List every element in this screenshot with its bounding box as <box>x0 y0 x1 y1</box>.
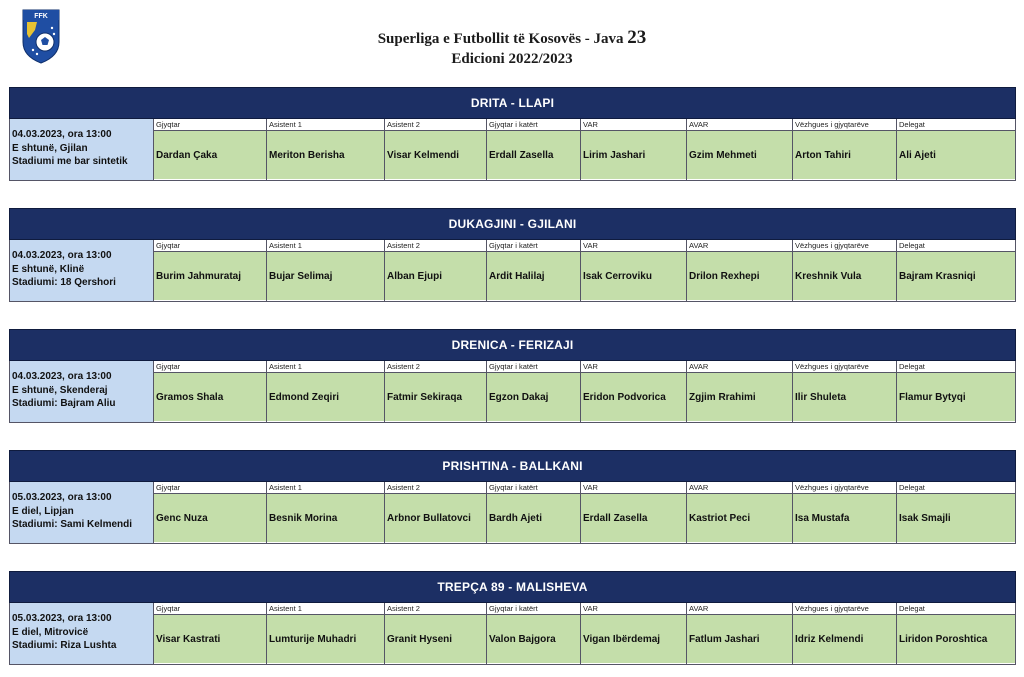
official-name: Burim Jahmurataj <box>154 252 266 300</box>
official-cell <box>267 119 385 180</box>
match-body <box>9 482 1016 544</box>
role-label: VAR <box>581 119 686 131</box>
role-label: Vëzhgues i gjyqtarëve <box>793 119 896 131</box>
official-name: Besnik Morina <box>267 494 384 542</box>
official-cell <box>487 482 581 543</box>
role-label: Gjyqtar <box>154 361 266 373</box>
official-name: Drilon Rexhepi <box>687 252 792 300</box>
official-name: Egzon Dakaj <box>487 373 580 421</box>
page-title <box>300 28 724 49</box>
official-cell <box>385 119 487 180</box>
official-cell <box>793 119 897 180</box>
official-cell <box>687 603 793 664</box>
match-place: E shtunë, Klinë <box>12 263 85 275</box>
role-label: Gjyqtar <box>154 482 266 494</box>
match-place: E diel, Mitrovicë <box>12 626 89 638</box>
official-name: Arton Tahiri <box>793 131 896 179</box>
official-cell <box>793 482 897 543</box>
role-label: Delegat <box>897 119 1015 131</box>
official-cell <box>687 240 793 301</box>
official-cell <box>154 482 267 543</box>
official-cell <box>267 482 385 543</box>
official-name: Kastriot Peci <box>687 494 792 542</box>
official-name: Fatlum Jashari <box>687 615 792 663</box>
match-block <box>9 329 1016 425</box>
match-stadium: Stadiumi: Sami Kelmendi <box>12 519 133 530</box>
official-cell <box>793 240 897 301</box>
match-block <box>9 450 1016 546</box>
official-cell <box>687 119 793 180</box>
role-label: VAR <box>581 603 686 615</box>
official-cell <box>385 482 487 543</box>
official-name: Dardan Çaka <box>154 131 266 179</box>
role-label: Gjyqtar <box>154 119 266 131</box>
match-title: DUKAGJINI - GJILANI <box>9 208 1016 240</box>
role-label: Gjyqtar i katërt <box>487 482 580 494</box>
role-label: AVAR <box>687 240 792 252</box>
official-name: Bajram Krasniqi <box>897 252 1015 300</box>
official-name: Bardh Ajeti <box>487 494 580 542</box>
match-title: PRISHTINA - BALLKANI <box>9 450 1016 482</box>
official-cell <box>267 603 385 664</box>
officials-row <box>154 361 1015 422</box>
official-cell <box>793 361 897 422</box>
official-cell <box>154 603 267 664</box>
role-label: Delegat <box>897 482 1015 494</box>
official-cell <box>897 361 1015 422</box>
officials-row <box>154 603 1015 664</box>
role-label: Vëzhgues i gjyqtarëve <box>793 603 896 615</box>
official-name: Eridon Podvorica <box>581 373 686 421</box>
official-name: Granit Hyseni <box>385 615 486 663</box>
week-number: 23 <box>627 27 647 48</box>
official-name: Ardit Halilaj <box>487 252 580 300</box>
match-date: 04.03.2023, ora 13:00 <box>12 250 112 261</box>
official-name: Fatmir Sekiraqa <box>385 373 486 421</box>
match-body <box>9 119 1016 181</box>
officials-row <box>154 119 1015 180</box>
official-name: Lirim Jashari <box>581 131 686 179</box>
match-body <box>9 361 1016 423</box>
official-name: Kreshnik Vula <box>793 252 896 300</box>
official-cell <box>487 240 581 301</box>
official-cell <box>154 361 267 422</box>
role-label: Asistent 1 <box>267 119 384 131</box>
role-label: Gjyqtar <box>154 240 266 252</box>
role-label: Asistent 1 <box>267 482 384 494</box>
edition-subtitle: Edicioni 2022/2023 <box>451 51 573 67</box>
match-info <box>10 240 154 301</box>
match-date: 05.03.2023, ora 13:00 <box>12 492 112 503</box>
official-name: Ilir Shuleta <box>793 373 896 421</box>
official-cell <box>487 361 581 422</box>
official-cell <box>897 119 1015 180</box>
match-stadium: Stadiumi: 18 Qershori <box>12 277 116 288</box>
match-stadium: Stadiumi me bar sintetik <box>12 156 128 167</box>
title-text: Superliga e Futbollit të Kosovës - Java <box>377 31 628 47</box>
role-label: Asistent 1 <box>267 361 384 373</box>
role-label: VAR <box>581 361 686 373</box>
official-cell <box>385 240 487 301</box>
official-name: Visar Kelmendi <box>385 131 486 179</box>
role-label: AVAR <box>687 119 792 131</box>
official-cell <box>385 603 487 664</box>
role-label: Vëzhgues i gjyqtarëve <box>793 361 896 373</box>
role-label: Asistent 1 <box>267 603 384 615</box>
official-cell <box>687 482 793 543</box>
official-name: Alban Ejupi <box>385 252 486 300</box>
official-cell <box>487 119 581 180</box>
official-name: Erdall Zasella <box>487 131 580 179</box>
match-stadium: Stadiumi: Bajram Aliu <box>12 398 116 409</box>
role-label: Asistent 1 <box>267 240 384 252</box>
role-label: Asistent 2 <box>385 603 486 615</box>
official-name: Meriton Berisha <box>267 131 384 179</box>
role-label: AVAR <box>687 482 792 494</box>
match-title: TREPÇA 89 - MALISHEVA <box>9 571 1016 603</box>
match-title: DRENICA - FERIZAJI <box>9 329 1016 361</box>
role-label: Vëzhgues i gjyqtarëve <box>793 482 896 494</box>
official-cell <box>581 240 687 301</box>
official-name: Visar Kastrati <box>154 615 266 663</box>
official-cell <box>581 361 687 422</box>
official-name: Isak Smajli <box>897 494 1015 542</box>
official-name: Edmond Zeqiri <box>267 373 384 421</box>
role-label: Delegat <box>897 603 1015 615</box>
official-cell <box>897 603 1015 664</box>
official-name: Bujar Selimaj <box>267 252 384 300</box>
official-name: Flamur Bytyqi <box>897 373 1015 421</box>
role-label: Delegat <box>897 361 1015 373</box>
role-label: Gjyqtar i katërt <box>487 240 580 252</box>
match-info <box>10 482 154 543</box>
ffk-logo <box>21 8 61 64</box>
official-cell <box>267 361 385 422</box>
official-cell <box>581 119 687 180</box>
match-info <box>10 603 154 664</box>
official-name: Lumturije Muhadri <box>267 615 384 663</box>
official-cell <box>687 361 793 422</box>
official-name: Liridon Poroshtica <box>897 615 1015 663</box>
official-name: Gramos Shala <box>154 373 266 421</box>
match-date: 04.03.2023, ora 13:00 <box>12 371 112 382</box>
official-name: Arbnor Bullatovci <box>385 494 486 542</box>
match-place: E diel, Lipjan <box>12 505 74 517</box>
official-cell <box>154 240 267 301</box>
official-name: Gzim Mehmeti <box>687 131 792 179</box>
official-cell <box>897 240 1015 301</box>
role-label: AVAR <box>687 603 792 615</box>
official-name: Valon Bajgora <box>487 615 580 663</box>
match-date: 04.03.2023, ora 13:00 <box>12 129 112 140</box>
official-name: Ali Ajeti <box>897 131 1015 179</box>
role-label: Asistent 2 <box>385 119 486 131</box>
match-block <box>9 208 1016 304</box>
official-name: Isak Cerroviku <box>581 252 686 300</box>
official-name: Genc Nuza <box>154 494 266 542</box>
officials-row <box>154 240 1015 301</box>
official-cell <box>267 240 385 301</box>
official-name: Erdall Zasella <box>581 494 686 542</box>
official-cell <box>385 361 487 422</box>
match-block <box>9 87 1016 183</box>
official-name: Vigan Ibërdemaj <box>581 615 686 663</box>
official-cell <box>487 603 581 664</box>
role-label: Asistent 2 <box>385 361 486 373</box>
role-label: Gjyqtar <box>154 603 266 615</box>
official-cell <box>581 603 687 664</box>
official-name: Zgjim Rrahimi <box>687 373 792 421</box>
match-info <box>10 119 154 180</box>
role-label: Asistent 2 <box>385 482 486 494</box>
match-body <box>9 603 1016 665</box>
official-name: Idriz Kelmendi <box>793 615 896 663</box>
role-label: VAR <box>581 482 686 494</box>
match-stadium: Stadiumi: Riza Lushta <box>12 640 117 651</box>
official-cell <box>581 482 687 543</box>
official-cell <box>897 482 1015 543</box>
role-label: Gjyqtar i katërt <box>487 119 580 131</box>
match-date: 05.03.2023, ora 13:00 <box>12 613 112 624</box>
role-label: Asistent 2 <box>385 240 486 252</box>
role-label: Gjyqtar i katërt <box>487 603 580 615</box>
official-cell <box>793 603 897 664</box>
role-label: VAR <box>581 240 686 252</box>
role-label: Vëzhgues i gjyqtarëve <box>793 240 896 252</box>
match-title: DRITA - LLAPI <box>9 87 1016 119</box>
page-title-block <box>300 28 724 69</box>
match-place: E shtunë, Gjilan <box>12 142 88 154</box>
role-label: Delegat <box>897 240 1015 252</box>
role-label: AVAR <box>687 361 792 373</box>
role-label: Gjyqtar i katërt <box>487 361 580 373</box>
official-name: Isa Mustafa <box>793 494 896 542</box>
match-place: E shtunë, Skenderaj <box>12 384 108 396</box>
logo-text: FFK <box>34 13 48 20</box>
match-info <box>10 361 154 422</box>
match-body <box>9 240 1016 302</box>
match-block <box>9 571 1016 667</box>
officials-row <box>154 482 1015 543</box>
official-cell <box>154 119 267 180</box>
